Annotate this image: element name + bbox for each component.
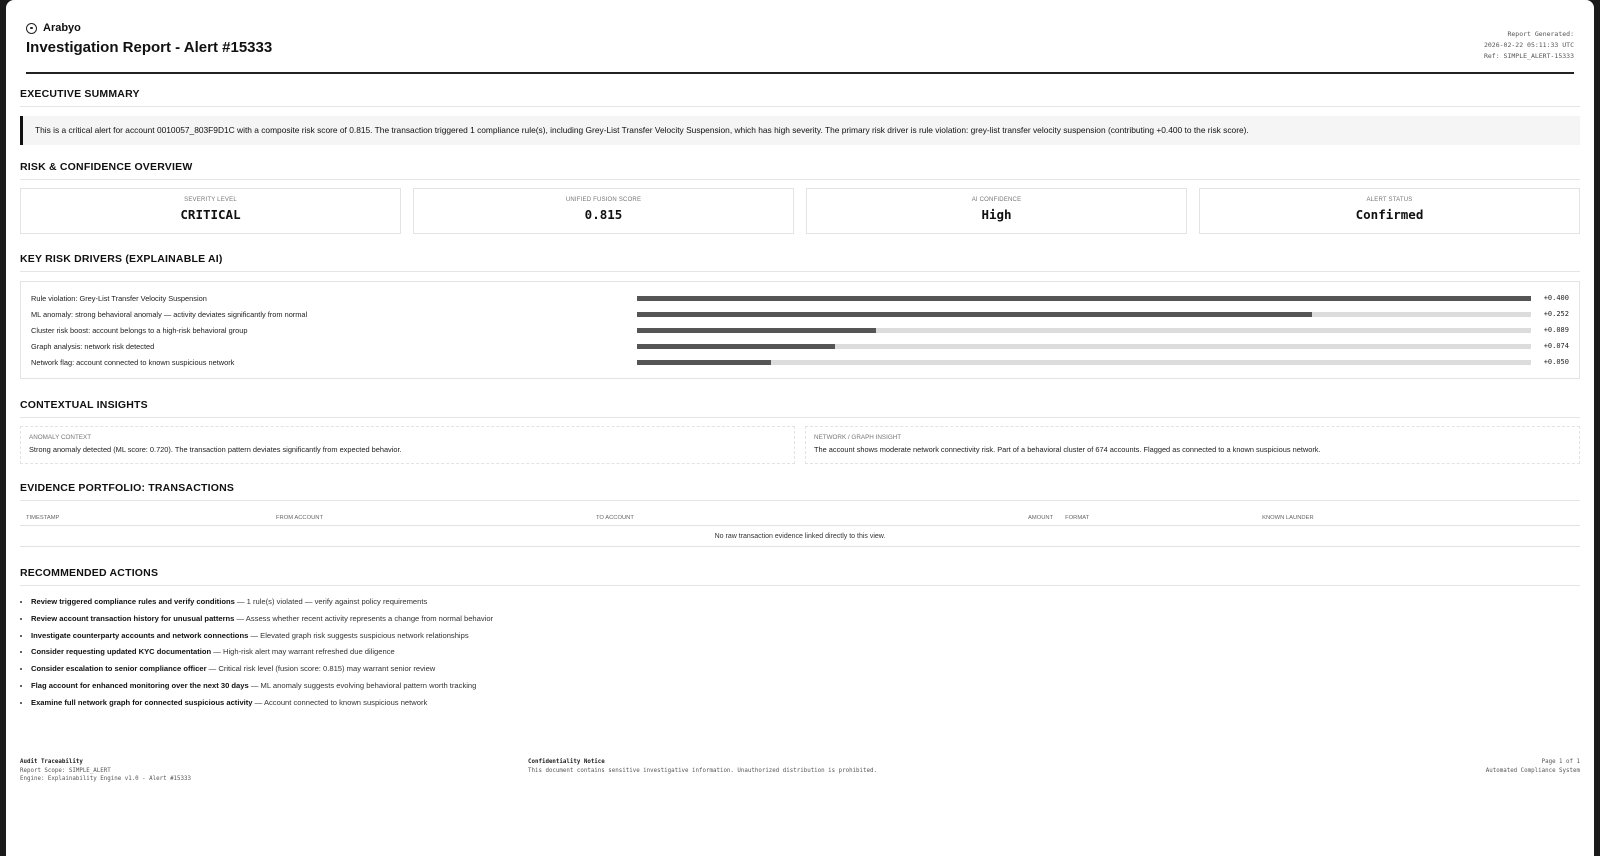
card-value: Confirmed <box>1355 207 1424 222</box>
audit-engine: Engine: Explainability Engine v1.0 - Alert #15333 <box>20 776 192 782</box>
logo-icon <box>26 23 37 34</box>
meta-label: Report Generated: <box>1507 30 1574 38</box>
driver-label: Graph analysis: network risk detected <box>31 341 155 351</box>
driver-bar-fill <box>637 344 835 349</box>
action-title: Review triggered compliance rules and verify conditions <box>31 597 235 606</box>
list-item <box>31 611 1580 628</box>
driver-bar <box>637 344 1531 349</box>
overview-cards <box>20 188 1580 234</box>
action-title: Consider escalation to senior compliance officer <box>31 664 207 674</box>
report-header <box>26 0 1574 74</box>
evidence-section <box>20 482 1580 547</box>
action-title: Examine full network graph for connected suspicious activity <box>31 697 253 707</box>
action-title: Review account transaction history for unusual patterns <box>31 613 235 623</box>
driver-label: ML anomaly: strong behavioral anomaly — activity deviates significantly from normal <box>31 309 308 319</box>
section-title: RECOMMENDED ACTIONS <box>20 567 1580 586</box>
column-header: TO ACCOUNT <box>590 507 1022 526</box>
driver-value: +0.400 <box>1543 294 1569 302</box>
insight-text: Strong anomaly detected (ML score: 0.720). The transaction pattern deviates significantly from expected behavior. <box>29 445 402 454</box>
page-number: Page 1 of 1 <box>1541 759 1580 765</box>
card-label: ALERT STATUS <box>1366 197 1413 203</box>
page-info <box>1486 758 1580 775</box>
action-title: Consider requesting updated KYC documentation <box>31 647 212 657</box>
driver-label: Rule violation: Grey-List Transfer Velocity Suspension <box>31 293 207 303</box>
meta-ref: Ref: SIMPLE_ALERT-15333 <box>1483 52 1574 60</box>
empty-message: No raw transaction evidence linked directly to this view. <box>20 526 1580 547</box>
list-item <box>31 628 1580 645</box>
action-title: Flag account for enhanced monitoring over the next 30 days <box>31 680 249 690</box>
anomaly-context-card <box>20 426 795 464</box>
column-header: FORMAT <box>1059 507 1256 526</box>
insight-label: ANOMALY CONTEXT <box>29 434 92 441</box>
card-value: CRITICAL <box>180 207 241 222</box>
section-title: EVIDENCE PORTFOLIO: TRANSACTIONS <box>20 482 1580 501</box>
card-label: SEVERITY LEVEL <box>184 197 237 203</box>
action-detail: — High-risk alert may warrant refreshed due diligence <box>211 647 395 657</box>
fusion-score-card <box>413 188 794 234</box>
column-header: AMOUNT <box>1022 507 1059 526</box>
driver-value: +0.074 <box>1543 342 1569 350</box>
insight-text: The account shows moderate network connectivity risk. Part of a behavioral cluster of 674 accounts. Flagged as connected to a known suspicious network. <box>814 445 1321 454</box>
driver-row <box>31 322 1569 338</box>
insight-label: NETWORK / GRAPH INSIGHT <box>814 434 902 441</box>
insights-grid <box>20 426 1580 464</box>
section-title: KEY RISK DRIVERS (EXPLAINABLE AI) <box>20 253 1580 272</box>
confidentiality-text: This document contains sensitive investigative information. Unauthorized distribution is prohibited. <box>528 767 878 774</box>
confidentiality-notice <box>528 758 877 775</box>
actions-list <box>20 594 1580 712</box>
audit-traceability <box>20 758 191 784</box>
card-label: UNIFIED FUSION SCORE <box>565 197 642 203</box>
driver-row <box>31 306 1569 322</box>
action-detail: — Account connected to known suspicious network <box>252 697 428 707</box>
card-label: AI CONFIDENCE <box>971 197 1022 203</box>
driver-label: Cluster risk boost: account belongs to a high-risk behavioral group <box>31 325 248 335</box>
column-header: TIMESTAMP <box>20 507 270 526</box>
driver-bar-fill <box>637 296 1531 301</box>
executive-summary-section <box>20 88 1580 145</box>
driver-value: +0.050 <box>1543 358 1569 366</box>
section-title: RISK & CONFIDENCE OVERVIEW <box>20 161 1580 180</box>
driver-bar <box>637 360 1531 365</box>
list-item <box>31 594 1580 611</box>
table-row <box>20 526 1580 547</box>
driver-row <box>31 290 1569 306</box>
brand <box>26 22 81 34</box>
driver-bar <box>637 328 1531 333</box>
brand-name: Arabyo <box>43 22 81 34</box>
report-title: Investigation Report - Alert #15333 <box>26 39 273 56</box>
driver-value: +0.252 <box>1543 310 1569 318</box>
list-item <box>31 644 1580 661</box>
action-detail: — Assess whether recent activity represents a change from normal behavior <box>234 613 494 623</box>
transactions-table <box>20 507 1580 547</box>
card-value: High <box>981 207 1012 222</box>
risk-overview-section <box>20 161 1580 234</box>
recommended-actions-section <box>20 567 1580 712</box>
driver-bar-fill <box>637 360 771 365</box>
driver-bar <box>637 312 1531 317</box>
contextual-insights-section <box>20 399 1580 464</box>
table-header-row <box>20 507 1580 526</box>
section-title: EXECUTIVE SUMMARY <box>20 88 1580 107</box>
driver-bar-fill <box>637 312 1312 317</box>
action-detail: — ML anomaly suggests evolving behavioral pattern worth tracking <box>248 680 477 690</box>
audit-title: Audit Traceability <box>20 759 83 765</box>
action-title: Investigate counterparty accounts and network connections <box>31 630 249 640</box>
network-insight-card <box>805 426 1580 464</box>
alert-status-card <box>1199 188 1580 234</box>
action-detail: — 1 rule(s) violated — verify against policy requirements <box>234 597 428 606</box>
audit-scope: Report Scope: SIMPLE_ALERT <box>20 767 111 774</box>
action-detail: — Elevated graph risk suggests suspicious network relationships <box>248 630 469 640</box>
column-header: FROM ACCOUNT <box>270 507 590 526</box>
summary-text: This is a critical alert for account 0010057_803F9D1C with a composite risk score of 0.815. The transaction triggered 1 compliance rule(s), including Grey-List Transfer Velocity Suspension, which has high severity. The primary risk driver is rule violation: grey-list transfer velocity suspension (contributing +0.400 to the risk score). <box>20 116 1580 145</box>
driver-value: +0.089 <box>1543 326 1569 334</box>
severity-card <box>20 188 401 234</box>
list-item <box>31 695 1580 712</box>
driver-bar <box>637 296 1531 301</box>
driver-row <box>31 338 1569 354</box>
action-detail: — Critical risk level (fusion score: 0.815) may warrant senior review <box>206 664 436 674</box>
card-value: 0.815 <box>584 207 623 222</box>
risk-drivers-section <box>20 253 1580 379</box>
confidentiality-title: Confidentiality Notice <box>528 759 605 765</box>
column-header: KNOWN LAUNDER <box>1256 507 1580 526</box>
section-title: CONTEXTUAL INSIGHTS <box>20 399 1580 418</box>
list-item <box>31 678 1580 695</box>
ai-confidence-card <box>806 188 1187 234</box>
meta-timestamp: 2026-02-22 05:11:33 UTC <box>1483 41 1574 49</box>
driver-row <box>31 354 1569 370</box>
report-meta <box>1484 29 1574 62</box>
list-item <box>31 661 1580 678</box>
system-name: Automated Compliance System <box>1485 767 1580 774</box>
driver-label: Network flag: account connected to known suspicious network <box>31 357 235 367</box>
driver-bar-fill <box>637 328 876 333</box>
drivers-panel <box>20 281 1580 379</box>
